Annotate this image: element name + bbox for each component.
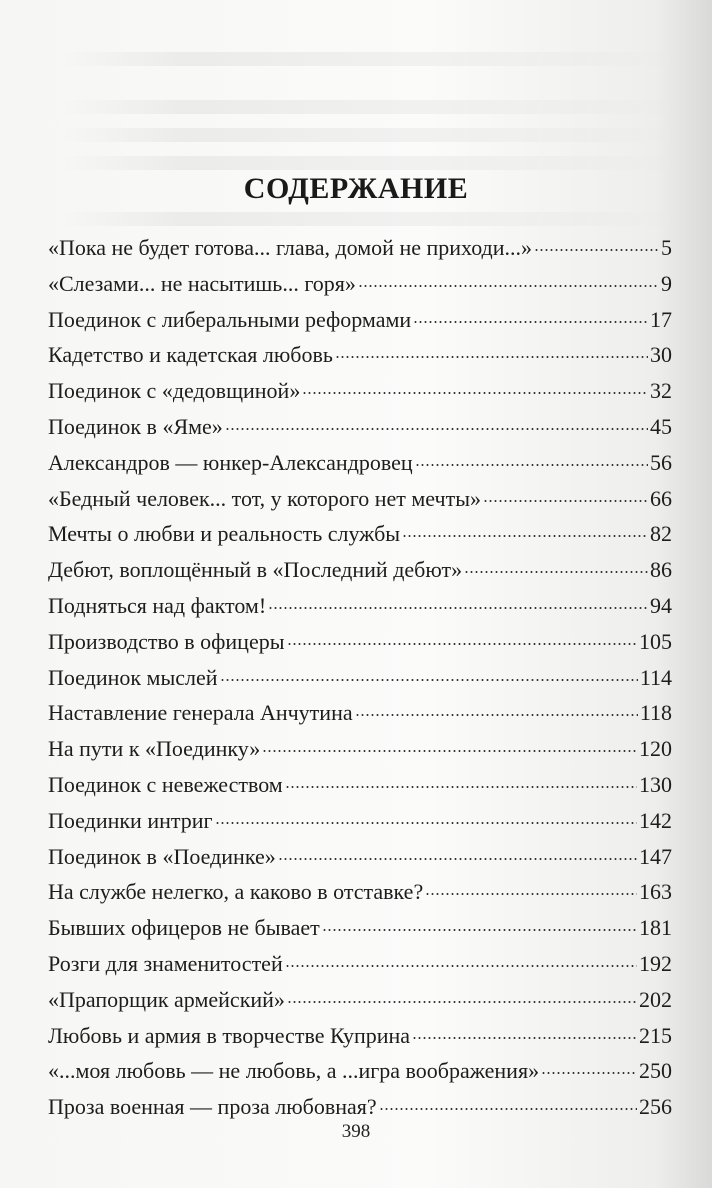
toc-entry-title: Розги для знаменитостей xyxy=(48,950,283,976)
toc-entry xyxy=(48,1018,672,1054)
dot-leader xyxy=(287,643,638,645)
toc-entry xyxy=(48,874,672,910)
toc-entry xyxy=(48,695,672,731)
dot-leader xyxy=(278,858,637,860)
toc-entry-title: «Бедный человек... тот, у которого нет мечты» xyxy=(48,485,481,511)
dot-leader xyxy=(215,822,637,824)
dot-leader xyxy=(483,500,648,502)
dot-leader xyxy=(355,714,638,716)
toc-entry-title: Бывших офицеров не бывает xyxy=(48,915,320,941)
toc-entry-title: Проза военная — проза любовная? xyxy=(48,1094,377,1120)
toc-entry-title: Поединок с «дедовщиной» xyxy=(48,378,301,404)
toc-entry-title: На пути к «Поединку» xyxy=(48,736,261,762)
toc-entry-page-number: 142 xyxy=(639,807,672,833)
toc-entry-title: Поединок с либеральными реформами xyxy=(48,306,412,332)
toc-entry xyxy=(48,1053,672,1089)
toc-entry-title: На службе нелегко, а каково в отставке? xyxy=(48,879,424,905)
dot-leader xyxy=(541,1072,637,1074)
toc-entry-page-number: 94 xyxy=(650,592,672,618)
bleed-through-shadow xyxy=(60,156,680,170)
toc-entry xyxy=(48,409,672,445)
dot-leader xyxy=(322,929,637,931)
toc-entry-title: «Пока не будет готова... глава, домой не приходи...» xyxy=(48,235,533,260)
dot-leader xyxy=(225,428,648,430)
bleed-through-shadow xyxy=(60,100,680,114)
toc-entry-page-number: 105 xyxy=(639,628,672,654)
dot-leader xyxy=(379,1108,637,1110)
table-of-contents xyxy=(48,230,672,1125)
toc-entry-title: «...моя любовь — не любовь, а ...игра воображения» xyxy=(48,1058,540,1084)
toc-entry xyxy=(48,660,672,696)
toc-entry-page-number: 163 xyxy=(639,879,672,905)
dot-leader xyxy=(335,356,648,358)
toc-entry-page-number: 118 xyxy=(639,700,672,726)
toc-entry-page-number: 56 xyxy=(650,449,672,475)
toc-entry xyxy=(48,302,672,338)
toc-entry-title: Любовь и армия в творчестве Куприна xyxy=(48,1022,411,1048)
toc-entry-page-number: 120 xyxy=(639,736,672,762)
bleed-through-shadow xyxy=(60,52,680,66)
toc-entry xyxy=(48,230,672,266)
toc-entry-title: Поединок мыслей xyxy=(48,664,218,690)
toc-entry xyxy=(48,516,672,552)
toc-entry xyxy=(48,552,672,588)
dot-leader xyxy=(285,965,637,967)
toc-entry-title: Поединки интриг xyxy=(48,807,213,833)
dot-leader xyxy=(412,1037,637,1039)
dot-leader xyxy=(285,786,637,788)
dot-leader xyxy=(358,285,659,287)
toc-entry xyxy=(48,588,672,624)
page-number: 398 xyxy=(341,1121,371,1142)
toc-entry-page-number: 32 xyxy=(650,378,672,404)
toc-entry-title: Дебют, воплощённый в «Последний дебют» xyxy=(48,557,463,583)
toc-entry-page-number: 256 xyxy=(639,1094,672,1120)
toc-entry-page-number: 30 xyxy=(650,342,672,368)
toc-entry-title: Кадетство и кадетская любовь xyxy=(48,342,333,368)
dot-leader xyxy=(534,249,659,251)
dot-leader xyxy=(302,392,648,394)
toc-entry xyxy=(48,982,672,1018)
toc-entry xyxy=(48,910,672,946)
dot-leader xyxy=(262,750,637,752)
toc-entry xyxy=(48,803,672,839)
toc-entry-title: Наставление генерала Анчутина xyxy=(48,700,353,726)
toc-entry-page-number: 9 xyxy=(661,270,672,296)
toc-entry-page-number: 147 xyxy=(639,843,672,869)
toc-entry-page-number: 130 xyxy=(639,771,672,797)
dot-leader xyxy=(464,571,648,573)
toc-entry-title: Поединок с невежеством xyxy=(48,771,283,797)
toc-entry-title: Производство в офицеры xyxy=(48,628,285,654)
toc-entry-page-number: 45 xyxy=(650,413,672,439)
toc-entry-page-number: 5 xyxy=(661,235,672,260)
toc-entry-title: Поединок в «Поединке» xyxy=(48,843,276,869)
toc-entry-title: Подняться над фактом! xyxy=(48,592,267,618)
toc-entry-page-number: 250 xyxy=(639,1058,672,1084)
toc-entry xyxy=(48,946,672,982)
toc-entry xyxy=(48,624,672,660)
toc-entry-title: «Прапорщик армейский» xyxy=(48,986,285,1012)
page-title: СОДЕРЖАНИЕ xyxy=(243,172,469,205)
dot-leader xyxy=(268,607,648,609)
dot-leader xyxy=(425,893,637,895)
toc-entry xyxy=(48,1089,672,1125)
dot-leader xyxy=(413,321,648,323)
toc-entry xyxy=(48,337,672,373)
toc-entry-title: Александров — юнкер-Александровец xyxy=(48,449,413,475)
toc-entry-page-number: 82 xyxy=(650,521,672,547)
toc-entry-page-number: 86 xyxy=(650,557,672,583)
dot-leader xyxy=(415,464,648,466)
toc-entry-page-number: 66 xyxy=(650,485,672,511)
toc-entry-title: «Слезами... не насытишь... горя» xyxy=(48,270,356,296)
dot-leader xyxy=(220,679,638,681)
bleed-through-shadow xyxy=(60,212,680,226)
toc-entry xyxy=(48,839,672,875)
toc-entry xyxy=(48,266,672,302)
toc-entry-page-number: 114 xyxy=(639,664,672,690)
toc-entry-title: Мечты о любви и реальность службы xyxy=(48,521,401,547)
toc-entry-page-number: 17 xyxy=(650,306,672,332)
toc-entry-page-number: 215 xyxy=(639,1022,672,1048)
toc-entry xyxy=(48,373,672,409)
toc-entry xyxy=(48,481,672,517)
toc-entry-page-number: 202 xyxy=(639,986,672,1012)
dot-leader xyxy=(287,1001,637,1003)
toc-entry-page-number: 192 xyxy=(639,950,672,976)
bleed-through-shadow xyxy=(60,128,680,142)
toc-entry-page-number: 181 xyxy=(639,915,672,941)
toc-entry xyxy=(48,767,672,803)
toc-entry-title: Поединок в «Яме» xyxy=(48,413,223,439)
toc-entry xyxy=(48,445,672,481)
dot-leader xyxy=(402,535,648,537)
toc-entry xyxy=(48,731,672,767)
